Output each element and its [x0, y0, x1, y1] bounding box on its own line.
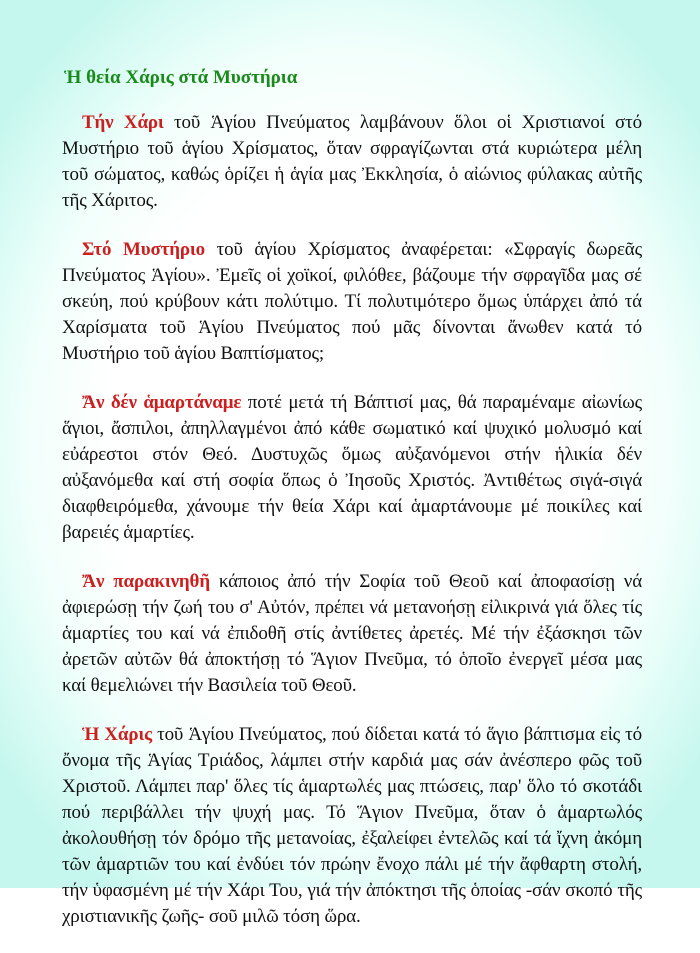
document-title: Ἡ θεία Χάρις στά Μυστήρια: [64, 67, 298, 88]
paragraph-lead: Ἡ Χάρις: [82, 724, 152, 745]
paragraph-4: [62, 569, 642, 699]
paragraph-text: κάποιος ἀπό τήν Σοφία τοῦ Θεοῦ καί ἀποφασίσῃ νά ἀφιερώσῃ τήν ζωή του σ' Αὐτόν, πρέπει νά μετανοήσῃ εἰλικρινά γιά ὅλες τίς ἁμαρτίες του καί νά ἐπιδοθῆ στίς ἀντίθετες ἀρετές. Μέ τήν ἐξάσκησι τῶν ἀρετῶν αὐτῶν θά ἀποκτήσῃ τό Ἅγιον Πνεῦμα, τό ὁποῖο ἐνεργεῖ μέσα μας καί θεμελιώνει τήν Βασιλεία τοῦ Θεοῦ.: [62, 571, 643, 696]
paragraph-5: [62, 722, 642, 930]
paragraph-lead: Ἄν δέν ἁμαρτάναμε: [82, 392, 242, 413]
paragraph-lead: Ἄν παρακινηθῆ: [82, 571, 210, 592]
paragraph-2: [62, 237, 642, 367]
paragraph-text: ποτέ μετά τή Βάπτισί μας, θά παραμέναμε αἰωνίως ἅγιοι, ἄσπιλοι, ἀπηλλαγμένοι ἀπό κάθε σωματικό καί ψυχικό μολυσμό καί εὐάρεστοι στόν Θεό. Δυστυχῶς ὅμως αὐξανόμενοι στήν ἡλικία δέν αὐξανόμεθα καί στή σοφία ὅπως ὁ Ἰησοῦς Χριστός. Ἀντιθέτως σιγά-σιγά διαφθειρόμεθα, χάνουμε τήν θεία Χάρι καί ἁμαρτάνουμε μέ ποικίλες καί βαρειές ἁμαρτίες.: [62, 392, 642, 543]
paragraph-3: [62, 390, 642, 546]
document-body: [62, 66, 642, 953]
paragraph-1: [62, 110, 642, 214]
paragraph-lead: Τήν Χάρι: [82, 112, 164, 133]
paragraph-text: τοῦ Ἁγίου Πνεύματος, πού δίδεται κατά τό ἅγιο βάπτισμα εἰς τό ὄνομα τῆς Ἁγίας Τριάδος, λάμπει στήν καρδιά μας σάν ἀνέσπερο φῶς τοῦ Χριστοῦ. Λάμπει παρ' ὅλες τίς ἁμαρτωλές μας πτώσεις, παρ' ὅλο τό σκοτάδι πού περιβάλλει τήν ψυχή μας. Τό Ἅγιον Πνεῦμα, ὅταν ὁ ἁμαρτωλός ἀκολουθήσῃ τόν δρόμο τῆς μετανοίας, ἐξαλείφει ἐντελῶς καί τά ἴχνη ἀκόμη τῶν ἁμαρτιῶν του καί ἐνδύει τόν πρώην ἔνοχο πάλι μέ τήν ἄφθαρτη στολή, τήν ὑφασμένη μέ τήν Χάρι Του, γιά τήν ἀπόκτησι τῆς ὁποίας -σάν σκοπό τῆς χριστιανικῆς ζωῆς- σοῦ μιλῶ τόση ὥρα.: [62, 724, 643, 927]
paragraph-text: τοῦ ἁγίου Χρίσματος ἀναφέρεται: «Σφραγίς δωρεᾶς Πνεύματος Ἁγίου». Ἐμεῖς οἱ χοϊκοί, φιλόθεε, βάζουμε τήν σφραγῖδα μας σέ σκεύη, πού κρύβουν κάτι πολύτιμο. Τί πολυτιμότερο ὅμως ὑπάρχει ἀπό τά Χαρίσματα τοῦ Ἁγίου Πνεύματος πού μᾶς δίνονται ἄνωθεν κατά τό Μυστήριο τοῦ ἁγίου Βαπτίσματος;: [62, 239, 642, 364]
paragraph-text: τοῦ Ἁγίου Πνεύματος λαμβάνουν ὅλοι οἱ Χριστιανοί στό Μυστήριο τοῦ ἁγίου Χρίσματος, ὅταν σφραγίζωνται στά κυριώτερα μέλη τοῦ σώματος, καθώς ὁρίζει ἡ ἁγία μας Ἐκκλησία, ὁ αἰώνιος φύλακας αὐτῆς τῆς Χάριτος.: [62, 112, 642, 211]
paragraph-lead: Στό Μυστήριο: [82, 239, 205, 260]
